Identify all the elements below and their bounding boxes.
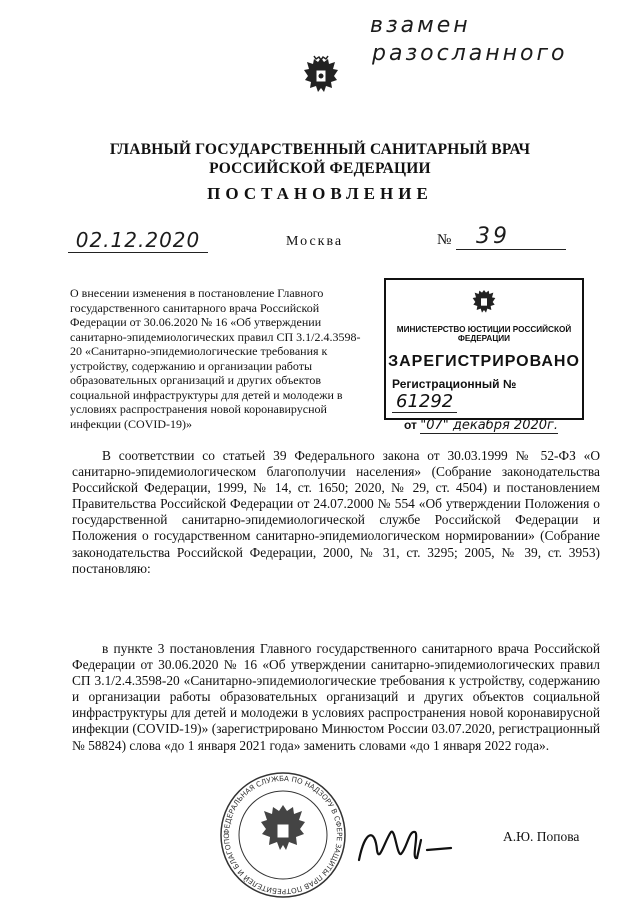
document-date: 02.12.2020: [68, 228, 208, 253]
coat-of-arms-emblem: [300, 52, 342, 100]
authority-line-1: ГЛАВНЫЙ ГОСУДАРСТВЕННЫЙ САНИТАРНЫЙ ВРАЧ: [109, 141, 531, 158]
stamp-emblem-icon: [469, 286, 499, 323]
preamble-paragraph: В соответствии со статьей 39 Федерального закона от 30.03.1999 № 52-ФЗ «О санитарно-эпидемиологическом благополучии населения» (Собрание законодательства Российской Федерации, 1999, № 14, ст. 1650; 2020, № 29, ст. 4504) и постановлением Правительства Российской Федерации от 24.07.2000 № 554 «Об утверждении Положения о государственной санитарно-эпидемиологической службе Российской Федерации и Положения о государственном санитарно-эпидемиологическом нормировании» (Собрание законодательства Российской Федерации, 2000, № 31, ст. 3295; 2005, № 39, ст. 3953) постановляю:: [72, 448, 600, 576]
stamp-date-label: от: [404, 418, 417, 432]
issuing-authority: [0, 140, 640, 178]
authority-line-2: РОССИЙСКОЙ ФЕДЕРАЦИИ: [209, 160, 431, 177]
official-seal: [218, 770, 348, 905]
resolution-paragraph: в пункте 3 постановления Главного государственного санитарного врача Российской Федерации от 30.06.2020 № 16 «Об утверждении санитарно-эпидемиологических правил СП 3.1/2.4.3598-20 «Санитарно-эпидемиологические требования к устройству, содержанию и организации работы образовательных организаций и других объектов социальной инфраструктуры для детей и молодежи в условиях распространения новой коронавирусной инфекции (COVID-19)» (зарегистрировано Минюстом России 03.07.2020, регистрационный № 58824) слова «до 1 января 2021 года» заменить словами «до 1 января 2022 года».: [72, 641, 600, 753]
document-city: Москва: [286, 234, 344, 249]
document-subject: О внесении изменения в постановление Главного государственного санитарного врача Российской Федерации от 30.06.2020 № 16 «Об утверждении санитарно-эпидемиологических правил СП 3.1/2.4.3598-20 «Санитарно-эпидемиологические требования к устройству, содержанию и организации работы образовательных организаций и других объектов социальной инфраструктуры для детей и молодежи в условиях распространения новой коронавирусной инфекции (COVID-19)»: [70, 286, 361, 431]
signer-name: А.Ю. Попова: [503, 829, 580, 844]
document-number: 39: [456, 224, 566, 250]
stamp-reg-number: 61292: [392, 391, 457, 413]
registration-stamp: [384, 278, 584, 433]
annotation-line-1: взамен: [370, 13, 471, 38]
signature: [355, 820, 465, 875]
document-type: ПОСТАНОВЛЕНИЕ: [207, 184, 433, 203]
seal-text: ФЕДЕРАЛЬНАЯ СЛУЖБА ПО НАДЗОРУ В СФЕРЕ ЗАЩИТЫ ПРАВ ПОТРЕБИТЕЛЕЙ И БЛАГОПО: [221, 773, 345, 897]
stamp-reg-row: [386, 377, 582, 412]
stamp-ministry: МИНИСТЕРСТВО ЮСТИЦИИ РОССИЙСКОЙ ФЕДЕРАЦИИ: [396, 325, 572, 343]
handwritten-annotation: [370, 12, 568, 68]
number-label: №: [437, 232, 452, 248]
annotation-line-2: разосланного: [372, 41, 568, 66]
stamp-date-row: [386, 418, 582, 433]
stamp-reg-label: Регистрационный №: [392, 377, 517, 391]
stamp-date-value: "07" декабря 2020г.: [420, 418, 558, 433]
stamp-status: ЗАРЕГИСТРИРОВАНО: [388, 353, 580, 370]
